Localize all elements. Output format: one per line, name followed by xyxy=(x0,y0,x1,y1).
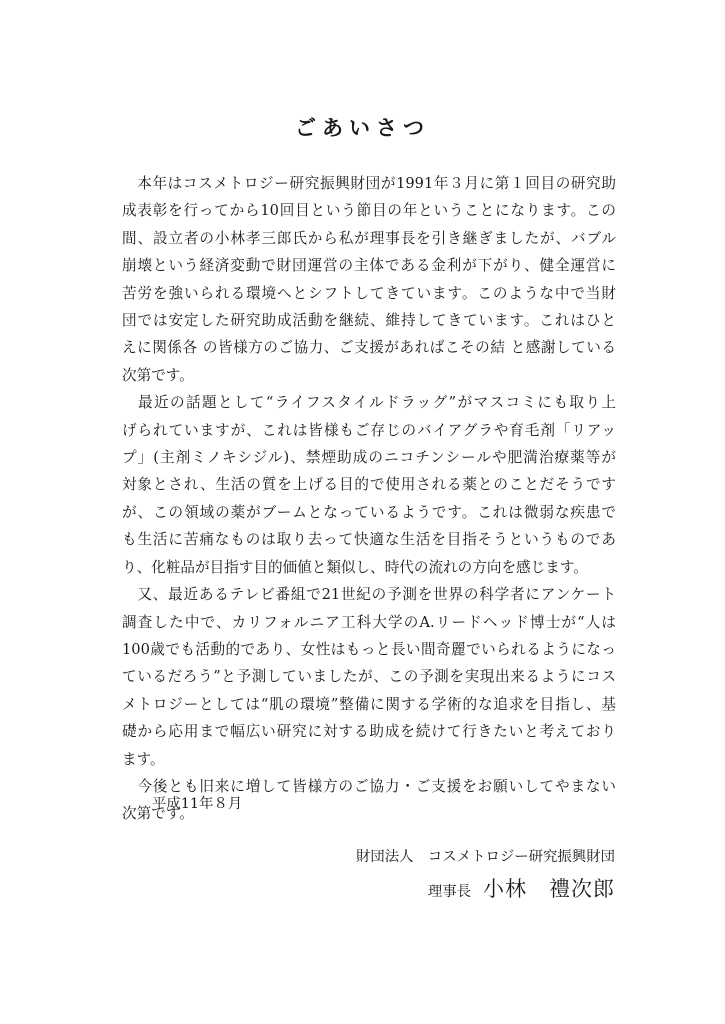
text-line: メトロジーとしては“肌の環境”整備に関する学術的な追求を目指し、基 xyxy=(122,695,616,713)
text-line: 本年はコスメトロジー研究振興財団が1991年３月に第１回目の研究助 xyxy=(122,175,616,192)
text-line: ます。 xyxy=(122,750,165,768)
page-title: ごあいさつ xyxy=(295,115,430,140)
text-line: 今後とも旧来に増して皆様方のご協力・ご支援をお願いしてやまない xyxy=(122,777,616,795)
text-line: えに関係各 の皆様方のご協力、ご支援があればこその結 と感謝している xyxy=(122,339,616,357)
organization-name: 財団法人 コスメトロジー研究振興財団 xyxy=(355,849,615,865)
text-line: も生活に苦痛なものは取り去って快適な生活を目指そうというものであ xyxy=(122,531,616,549)
text-line: 調査した中で、カリフォルニア工科大学のA.リードヘッド博士が“人は xyxy=(122,613,616,631)
text-line: 苦労を強いられる環境へとシフトしてきています。このような中で当財 xyxy=(122,284,616,302)
text-line: 団では安定した研究助成活動を継続、維持してきています。これはひと xyxy=(122,312,616,330)
text-line: プ」(主剤ミノキシジル)、禁煙助成のニコチンシールや肥満治療薬等が xyxy=(122,449,616,467)
greeting-body xyxy=(122,170,616,828)
text-line: げられていますが、これは皆様もご存じのバイアグラや育毛剤「リアッ xyxy=(122,421,616,439)
text-line: 次第です。 xyxy=(122,805,194,823)
text-line: が、この領域の薬がブームとなっているようです。これは微弱な疾患で xyxy=(122,503,616,521)
text-line: 成表彰を行ってから10回目という節目の年ということになります。この xyxy=(122,202,616,220)
text-line: 対象とされ、生活の質を上げる目的で使用される薬とのことだそうです xyxy=(122,476,616,494)
text-line: 崩壊という経済変動で財団運営の主体である金利が下がり、健全運営に xyxy=(122,257,616,275)
signer-title: 理事長 xyxy=(427,884,471,900)
text-line: り、化粧品が目指す目的価値と類似し、時代の流れの方向を感じます。 xyxy=(122,558,588,576)
paragraph-2 xyxy=(122,389,616,581)
text-line: 最近の話題として“ライフスタイルドラッグ”がマスコミにも取り上 xyxy=(122,394,616,412)
text-line: 次第です。 xyxy=(122,366,194,384)
signer-name: 小林 禮次郎 xyxy=(483,877,615,901)
text-line: 間、設立者の小林孝三郎氏から私が理事長を引き継ぎましたが、バブル xyxy=(122,229,616,247)
text-line: 礎から応用まで幅広い研究に対する助成を続けて行きたいと考えており xyxy=(122,723,616,741)
date: 平成11年８月 xyxy=(152,796,243,812)
text-line: ているだろう”と予測していましたが、この予測を実現出来るようにコス xyxy=(122,668,616,686)
paragraph-3 xyxy=(122,581,616,773)
paragraph-1 xyxy=(122,170,616,389)
text-line: 100歳でも活動的であり、女性はもっと長い間奇麗でいられるようになっ xyxy=(122,640,616,658)
signature xyxy=(428,873,615,903)
text-line: 又、最近あるテレビ番組で21世紀の予測を世界の科学者にアンケート xyxy=(122,586,616,604)
